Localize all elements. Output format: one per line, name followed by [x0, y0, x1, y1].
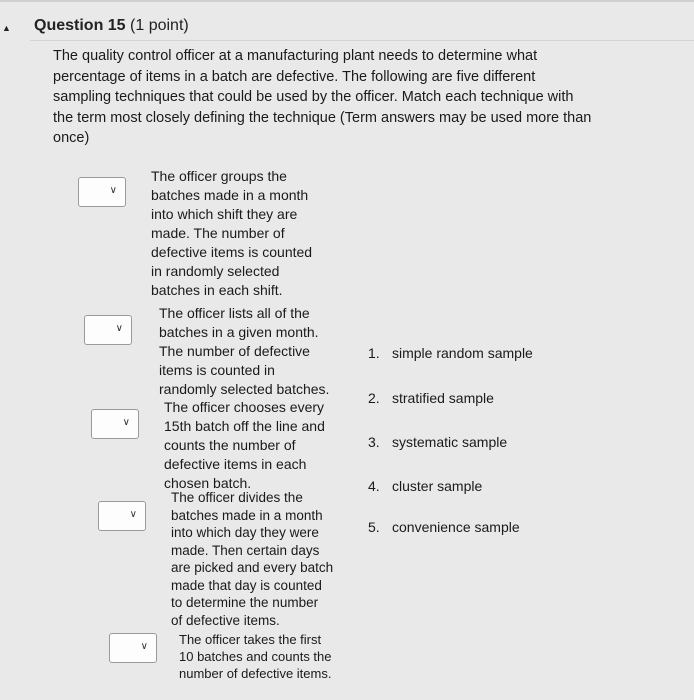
- desc-line: 15th batch off the line and: [164, 418, 325, 434]
- chevron-down-icon: ∨: [140, 641, 148, 652]
- chevron-down-icon: ∨: [129, 509, 137, 520]
- match-dropdown-5[interactable]: [109, 633, 157, 663]
- desc-line: to determine the number: [171, 595, 319, 610]
- option-label: convenience sample: [392, 519, 520, 535]
- option-label: cluster sample: [392, 478, 483, 494]
- technique-description-5: [179, 631, 332, 682]
- technique-description-4: [171, 489, 333, 629]
- desc-line: The number of defective: [159, 343, 310, 359]
- desc-line: The officer lists all of the: [159, 305, 310, 321]
- desc-line: counts the number of: [164, 437, 296, 453]
- desc-line: into which day they were: [171, 525, 319, 540]
- desc-line: are picked and every batch: [171, 560, 334, 575]
- desc-line: randomly selected batches.: [159, 381, 330, 397]
- option-number: 4.: [368, 478, 380, 494]
- desc-line: defective items in each: [164, 456, 307, 472]
- desc-line: made that day is counted: [171, 577, 322, 593]
- question-prompt: [53, 46, 653, 149]
- desc-line: The officer groups the: [151, 168, 287, 184]
- desc-line: items is counted in: [159, 362, 275, 378]
- technique-description-3: [164, 398, 325, 493]
- desc-line: The officer chooses every: [164, 399, 325, 415]
- option-4: [368, 478, 482, 494]
- match-dropdown-2[interactable]: [84, 315, 132, 345]
- option-label: simple random sample: [392, 345, 533, 361]
- option-label: stratified sample: [392, 390, 494, 406]
- desc-line: in randomly selected: [151, 263, 280, 279]
- chevron-down-icon: ∨: [122, 417, 130, 428]
- option-2: [368, 390, 494, 406]
- desc-line: chosen batch.: [164, 475, 252, 491]
- desc-line: made. Then certain days: [171, 542, 320, 558]
- desc-line: batches in each shift.: [151, 282, 283, 298]
- question-points: (1 point): [130, 17, 189, 34]
- chevron-down-icon: ∨: [115, 323, 123, 334]
- question-title: Question 15: [34, 17, 126, 34]
- prompt-line: sampling techniques that could be used by the officer. Match each technique with: [53, 89, 574, 105]
- question-header: [34, 17, 189, 35]
- header-divider: [30, 40, 694, 41]
- technique-description-1: [151, 167, 312, 300]
- match-dropdown-1[interactable]: [78, 177, 126, 207]
- chevron-down-icon: ∨: [109, 185, 117, 196]
- collapse-triangle-icon[interactable]: ▲: [2, 23, 11, 33]
- top-border: [0, 0, 694, 2]
- option-label: systematic sample: [392, 434, 508, 450]
- prompt-line: percentage of items in a batch are defective. The following are five different: [53, 68, 536, 85]
- option-number: 2.: [368, 390, 380, 406]
- prompt-line: The quality control officer at a manufacturing plant needs to determine what: [53, 48, 538, 64]
- match-dropdown-3[interactable]: [91, 409, 139, 439]
- desc-line: The officer divides the: [171, 490, 303, 505]
- option-5: [368, 519, 520, 535]
- desc-line: batches made in a month: [171, 507, 323, 523]
- option-number: 3.: [368, 434, 380, 450]
- option-1: [368, 345, 533, 361]
- option-number: 1.: [368, 345, 380, 361]
- desc-line: number of defective items.: [179, 666, 332, 681]
- match-dropdown-4[interactable]: [98, 501, 146, 531]
- desc-line: The officer takes the first: [179, 632, 322, 647]
- option-number: 5.: [368, 519, 380, 535]
- desc-line: batches in a given month.: [159, 324, 319, 340]
- technique-description-2: [159, 304, 329, 399]
- desc-line: made. The number of: [151, 225, 285, 241]
- prompt-line: once): [53, 130, 90, 146]
- desc-line: 10 batches and counts the: [179, 649, 332, 664]
- desc-line: defective items is counted: [151, 244, 313, 260]
- desc-line: batches made in a month: [151, 187, 309, 203]
- option-3: [368, 434, 507, 450]
- desc-line: into which shift they are: [151, 206, 298, 222]
- prompt-line: the term most closely defining the technique (Term answers may be used more than: [53, 109, 592, 126]
- desc-line: of defective items.: [171, 612, 280, 628]
